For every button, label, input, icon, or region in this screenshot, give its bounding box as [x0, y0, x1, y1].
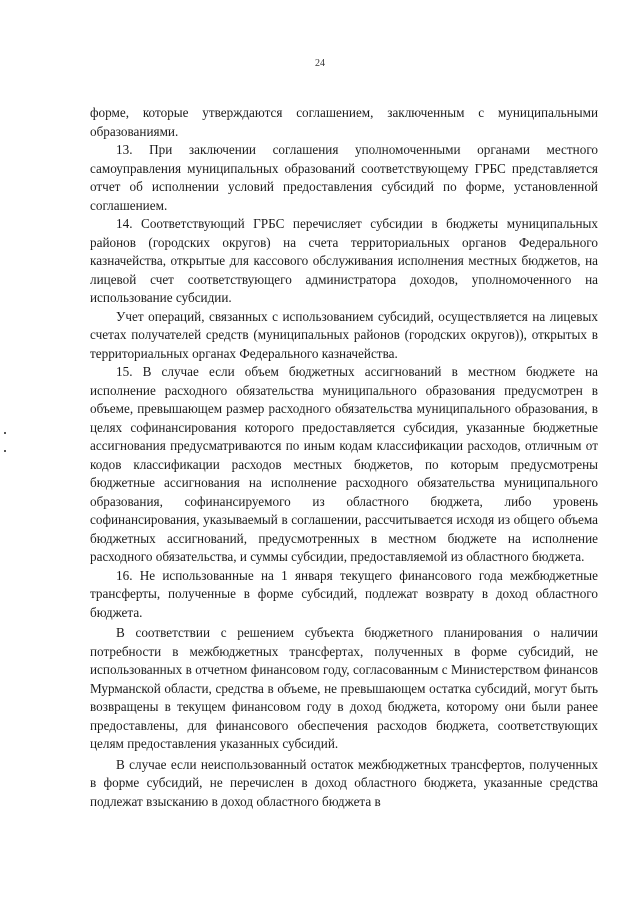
paragraph-continuation: форме, которые утверждаются соглашением, заключенным с муниципальными образованиями. [90, 105, 598, 139]
margin-mark [4, 450, 6, 452]
paragraph-recovery: В случае если неиспользованный остаток межбюджетных трансфертов, полученных в форме субсидий, не перечислен в доход областного бюджета, указанные средства подлежат взысканию в доход областного бюджета в [90, 756, 598, 809]
paragraph-13: 13. При заключении соглашения уполномоченными органами местного самоуправления муниципальных образований соответствующему ГРБС представляется отчет об исполнении условий предоставления субсидий по форме, установленной соглашением. [90, 142, 598, 213]
margin-mark [4, 432, 6, 434]
paragraph-15: 15. В случае если объем бюджетных ассигнований в местном бюджете на исполнение расходного обязательства муниципального образования предусмотрен в объеме, превышающем размер расходного обязательства муниципального образования, в целях софинансирования которого предоставляется субсидия, указанные бюджетные ассигнования предусматриваются по иным кодам классификации расходов, отличным от кодов классификации расходов местных бюджетов, по которым предусмотрены бюджетные ассигнования на исполнение расходного обязательства муниципального образования, софинансируемого из областного бюджета, либо уровень софинансирования, указываемый в соглашении, рассчитывается исходя из общего объема бюджетных ассигнований, предусмотренных в местном бюджете на исполнение расходного обязательства, и суммы субсидии, предоставляемой из областного бюджета. [90, 364, 598, 564]
paragraph-16: 16. Не использованные на 1 января текущего финансового года межбюджетные трансферты, полученные в форме субсидий, подлежат возврату в доход областного бюджета. [90, 567, 598, 620]
paragraph-return-decision: В соответствии с решением субъекта бюджетного планирования о наличии потребности в межбюджетных трансфертах, полученных в форме субсидий, не использованных в отчетном финансовом году, согласованным с Министерством финансов Мурманской области, средства в объеме, не превышающем остатка субсидий, могут быть возвращены в текущем финансовом году в доход бюджета, которому они были ранее предоставлены, для финансового обеспечения расходов бюджета, соответствующих целям предоставления указанных субсидий. [90, 625, 598, 751]
paragraph-accounting: Учет операций, связанных с использованием субсидий, осуществляется на лицевых счетах получателей средств (муниципальных районов (городских округов)), открытых в территориальных органах Федерального казначейства. [90, 308, 598, 361]
document-body [90, 104, 598, 811]
page-number: 24 [315, 58, 325, 69]
paragraph-14: 14. Соответствующий ГРБС перечисляет субсидии в бюджеты муниципальных районов (городских округов) на счета территориальных органов Федерального казначейства, открытые для кассового обслуживания исполнения местных бюджетов, на лицевой счет соответствующего администратора доходов, уполномоченного на использование субсидии. [90, 216, 598, 305]
